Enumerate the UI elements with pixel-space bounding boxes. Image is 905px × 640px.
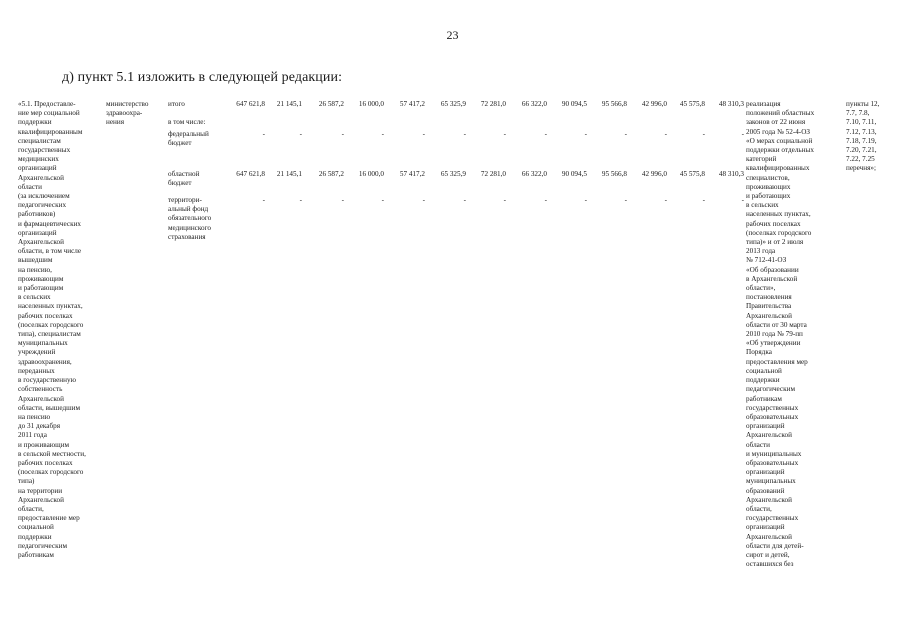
funding-value: 65 325,9 xyxy=(440,170,466,178)
funding-value: - xyxy=(299,130,302,138)
funding-value: - xyxy=(544,130,547,138)
funding-value: - xyxy=(463,196,466,204)
funding-value: - xyxy=(544,196,547,204)
measure-description: «5.1. Предоставле- ние мер социальной поддержки квалифицированным специалистам государственных медицинских организаций Архангельской области (за исключением педагогических работников) и фармацевтических организаций Архангельской области, в том числе вышедшим на пенсию, проживающим и работающим в сельских населенных пунктах, рабочих поселках (поселках городского типа), специалистам муниципальных учреждений здравоохранения, переданных в государственную собственность Архангельской области, вышедшим на пенсию до 31 декабря 2011 года и проживающим в сельской местности, рабочих поселках (поселках городского типа) на территории Архангельской области, предоставление мер социальной поддержки педагогическим работникам xyxy=(18,100,86,559)
funding-value: 57 417,2 xyxy=(399,170,425,178)
funding-value: - xyxy=(422,130,425,138)
funding-value: 26 587,2 xyxy=(318,170,344,178)
funding-value: 90 094,5 xyxy=(561,100,587,108)
funding-value: 647 621,8 xyxy=(236,170,265,178)
funding-value: 647 621,8 xyxy=(236,100,265,108)
funding-value: - xyxy=(503,130,506,138)
funding-value: - xyxy=(741,196,744,204)
funding-value: 45 575,8 xyxy=(679,100,705,108)
funding-value: - xyxy=(741,130,744,138)
funding-value: 48 310,3 xyxy=(718,100,744,108)
funding-value: - xyxy=(341,130,344,138)
funding-value: - xyxy=(584,196,587,204)
funding-value: 95 566,8 xyxy=(601,170,627,178)
funding-value: - xyxy=(381,196,384,204)
funding-value: 45 575,8 xyxy=(679,170,705,178)
funding-value: 72 281,0 xyxy=(480,100,506,108)
funding-value: - xyxy=(702,130,705,138)
funding-value: - xyxy=(422,196,425,204)
funding-value: 66 322,0 xyxy=(521,170,547,178)
funding-value: - xyxy=(624,130,627,138)
funding-value: - xyxy=(664,196,667,204)
funding-value: - xyxy=(624,196,627,204)
executor: министерство здравоохра- нения xyxy=(106,100,149,127)
funding-value: 16 000,0 xyxy=(358,100,384,108)
funding-value: - xyxy=(584,130,587,138)
funding-value: 95 566,8 xyxy=(601,100,627,108)
funding-value: 42 996,0 xyxy=(641,170,667,178)
funding-label-tfoms: территори- альный фонд обязательного медицинского страхования xyxy=(168,196,212,241)
funding-value: 48 310,3 xyxy=(718,170,744,178)
funding-value: 26 587,2 xyxy=(318,100,344,108)
funding-value: 57 417,2 xyxy=(399,100,425,108)
funding-value: 42 996,0 xyxy=(641,100,667,108)
funding-value: - xyxy=(702,196,705,204)
funding-value: - xyxy=(262,130,265,138)
funding-value: - xyxy=(463,130,466,138)
funding-value: - xyxy=(299,196,302,204)
page-number: 23 xyxy=(446,28,459,42)
funding-value: - xyxy=(381,130,384,138)
funding-value: - xyxy=(664,130,667,138)
funding-label-federal: федеральный бюджет xyxy=(168,130,209,148)
related-points: пункты 12, 7.7, 7.8, 7.10, 7.11, 7.12, 7.13, 7.18, 7.19, 7.20, 7.21, 7.22, 7.25 перечня»; xyxy=(846,100,880,173)
funding-value: 21 145,1 xyxy=(276,170,302,178)
funding-value: - xyxy=(503,196,506,204)
legal-basis: реализация положений областных законов от 22 июня 2005 года № 52-4-ОЗ «О мерах социальной поддержки отдельных категорий квалифицированных специалистов, проживающих и работающих в сельских населенных пунктах, рабочих поселках (поселках городского типа)» и от 2 июля 2013 года № 712-41-ОЗ «Об образовании в Архангельской области», постановления Правительства Архангельской области от 30 марта 2010 года № 79-пп «Об утверждении Порядка предоставления мер социальной поддержки педагогическим работникам государственных образовательных организаций Архангельской области и муниципальных образовательных организаций муниципальных образований Архангельской области, государственных организаций Архангельской области для детей- сирот и детей, оставшихся без xyxy=(746,100,815,569)
funding-label-regional: областной бюджет xyxy=(168,170,200,188)
funding-value: 66 322,0 xyxy=(521,100,547,108)
funding-value: 16 000,0 xyxy=(358,170,384,178)
funding-value: 72 281,0 xyxy=(480,170,506,178)
funding-value: 90 094,5 xyxy=(561,170,587,178)
funding-label-total: итого в том числе: xyxy=(168,100,206,127)
funding-value: 65 325,9 xyxy=(440,100,466,108)
section-heading: д) пункт 5.1 изложить в следующей редакции: xyxy=(62,70,343,85)
funding-value: - xyxy=(262,196,265,204)
funding-value: - xyxy=(341,196,344,204)
funding-value: 21 145,1 xyxy=(276,100,302,108)
